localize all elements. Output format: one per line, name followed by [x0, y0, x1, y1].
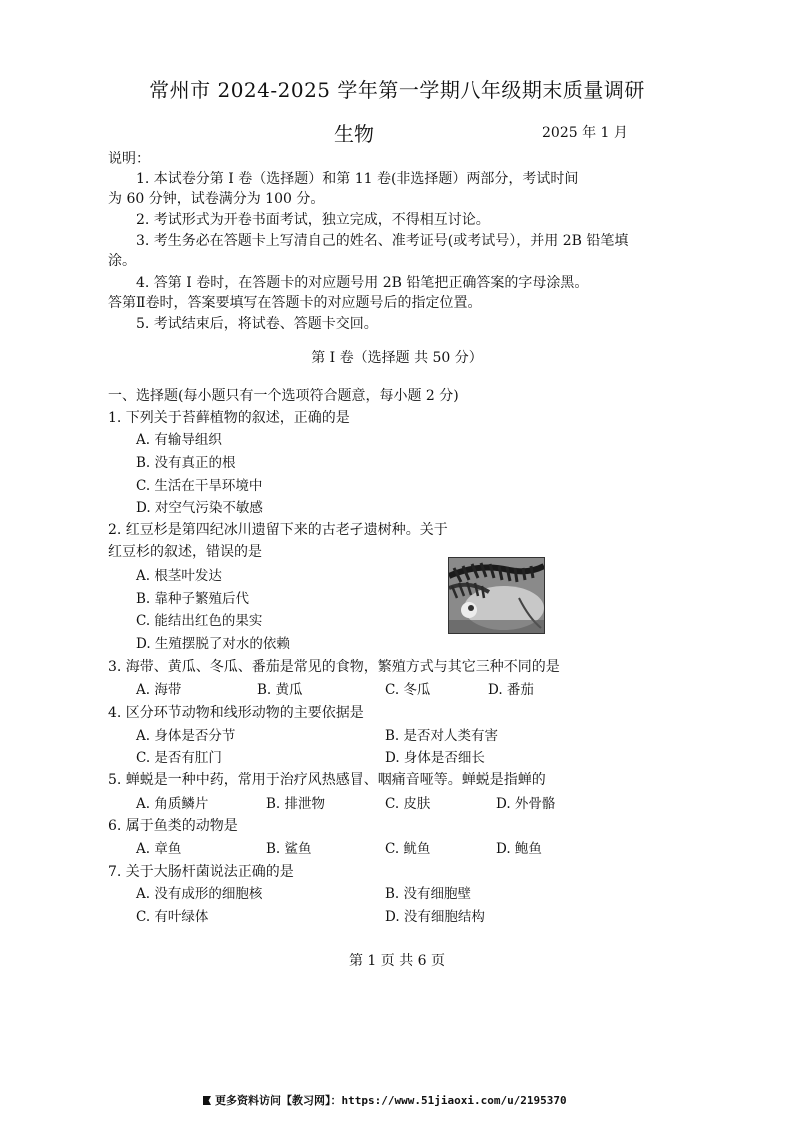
option: A. 海带 [136, 682, 182, 698]
option: B. 没有真正的根 [136, 455, 236, 471]
yew-branch-image [449, 558, 544, 633]
option: A. 根茎叶发达 [136, 568, 222, 584]
instruction-line: 1. 本试卷分第 I 卷（选择题）和第 11 卷(非选择题）两部分，考试时间 [136, 171, 579, 187]
option: A. 有输导组织 [136, 432, 222, 448]
instruction-line: 为 60 分钟，试卷满分为 100 分。 [108, 191, 325, 207]
exam-date: 2025 年 1 月 [542, 125, 628, 141]
flag-icon [203, 1096, 211, 1105]
option: B. 没有细胞壁 [385, 886, 472, 902]
option: D. 外骨骼 [496, 796, 556, 812]
question-stem: 5. 蝉蜕是一种中药，常用于治疗风热感冒、咽痛音哑等。蝉蜕是指蝉的 [108, 772, 546, 788]
option: C. 冬瓜 [385, 682, 431, 698]
option: D. 番茄 [488, 682, 534, 698]
subject-title: 生物 [334, 122, 374, 146]
yew-photo [448, 557, 545, 634]
option: C. 能结出红色的果实 [136, 613, 263, 629]
option: A. 身体是否分节 [136, 728, 236, 744]
instructions-heading: 说明： [108, 151, 150, 167]
option: D. 没有细胞结构 [385, 909, 485, 925]
question-stem: 2. 红豆杉是第四纪冰川遗留下来的古老孑遗树种。关于 [108, 522, 448, 538]
option: C. 是否有肛门 [136, 750, 222, 766]
banner-link[interactable]: 更多资料访问【教习网】：https://www.51jiaoxi.com/u/2195370 [215, 1094, 567, 1107]
option: A. 章鱼 [136, 841, 182, 857]
option: B. 靠种子繁殖后代 [136, 591, 250, 607]
option: D. 生殖摆脱了对水的依赖 [136, 636, 290, 652]
option: B. 鲨鱼 [266, 841, 312, 857]
question-stem: 6. 属于鱼类的动物是 [108, 818, 238, 834]
option: A. 角质鳞片 [136, 796, 209, 812]
option: D. 鲍鱼 [496, 841, 542, 857]
question-stem: 7. 关于大肠杆菌说法正确的是 [108, 864, 294, 880]
option: C. 生活在干旱环境中 [136, 478, 263, 494]
option: B. 黄瓜 [257, 682, 303, 698]
instruction-line: 4. 答第 I 卷时，在答题卡的对应题号用 2B 铅笔把正确答案的字母涂黑。 [136, 275, 589, 291]
page-number: 第 1 页 共 6 页 [348, 953, 446, 969]
option: C. 皮肤 [385, 796, 431, 812]
option: B. 是否对人类有害 [385, 728, 499, 744]
section-title: 第 I 卷（选择题 共 50 分） [311, 350, 483, 366]
instruction-line: 答第Ⅱ卷时，答案要填写在答题卡的对应题号后的指定位置。 [108, 295, 482, 311]
option: C. 有叶绿体 [136, 909, 209, 925]
instruction-line: 5. 考试结束后，将试卷、答题卡交回。 [136, 316, 378, 332]
option: D. 对空气污染不敏感 [136, 500, 263, 516]
question-stem: 1. 下列关于苔藓植物的叙述，正确的是 [108, 410, 350, 426]
question-stem: 3. 海带、黄瓜、冬瓜、番茄是常见的食物，繁殖方式与其它三种不同的是 [108, 659, 560, 675]
instruction-line: 3. 考生务必在答题卡上写清自己的姓名、准考证号(或考试号），并用 2B 铅笔填 [136, 233, 629, 249]
part-title: 一、选择题(每小题只有一个选项符合题意，每小题 2 分) [108, 388, 459, 404]
option: A. 没有成形的细胞核 [136, 886, 263, 902]
instruction-line: 2. 考试形式为开卷书面考试，独立完成，不得相互讨论。 [136, 212, 490, 228]
resource-banner[interactable] [203, 1092, 567, 1108]
instruction-line: 涂。 [108, 253, 136, 269]
option: B. 排泄物 [266, 796, 326, 812]
option: C. 鱿鱼 [385, 841, 431, 857]
option: D. 身体是否细长 [385, 750, 485, 766]
question-stem: 红豆杉的叙述，错误的是 [108, 544, 262, 560]
page-title: 常州市 2024-2025 学年第一学期八年级期末质量调研 [149, 78, 645, 102]
question-stem: 4. 区分环节动物和线形动物的主要依据是 [108, 705, 364, 721]
